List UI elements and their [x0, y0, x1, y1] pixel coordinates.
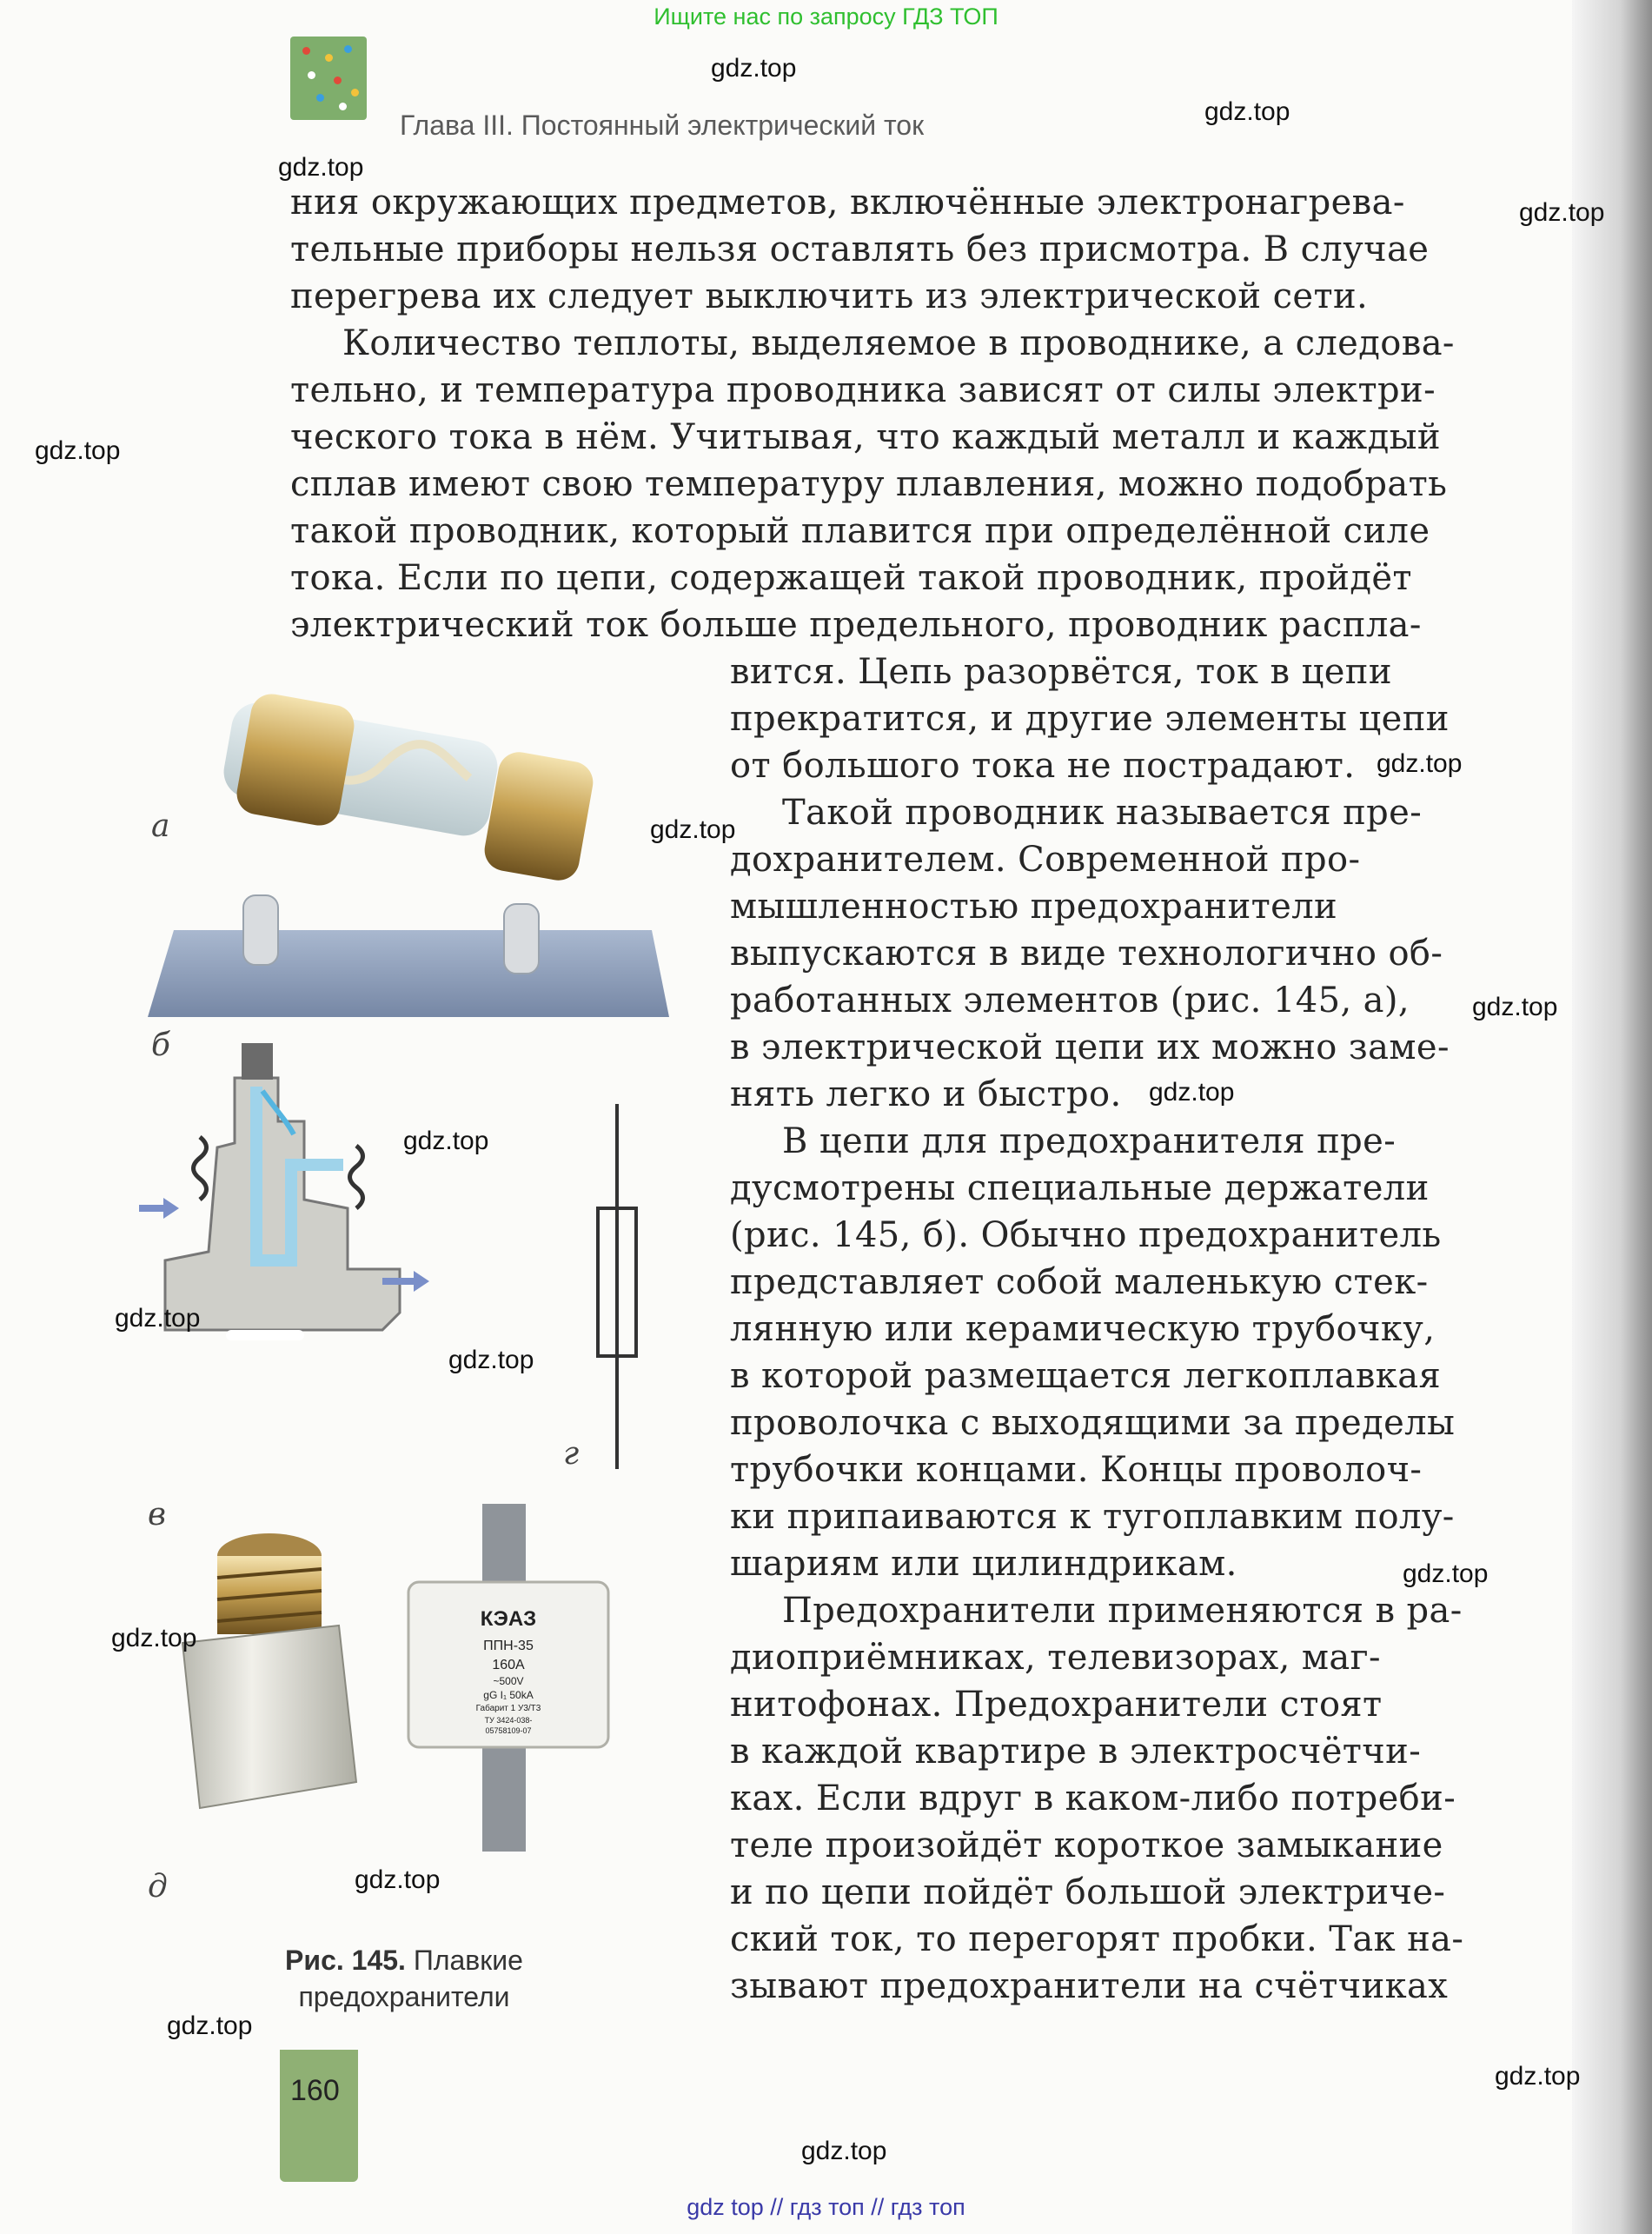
caption-text: Плавкие предохранители: [298, 1945, 523, 2012]
text-line: перегрева их следует выключить из электрической сети.: [290, 276, 1369, 316]
text-line: тельные приборы нельзя оставлять без присмотра. В случае: [290, 229, 1430, 269]
chapter-title: Глава III. Постоянный электрический ток: [400, 110, 925, 141]
text-line: Такой проводник называется пре-: [782, 793, 1423, 833]
figure-145: [139, 661, 695, 1930]
watermark[interactable]: gdz.top: [448, 1346, 534, 1374]
watermark[interactable]: gdz.top: [1472, 993, 1558, 1021]
figure-label-a: а: [151, 808, 170, 844]
watermark[interactable]: gdz.top: [1495, 2062, 1581, 2091]
fuse-schematic-symbol: [598, 1104, 636, 1469]
figure-label-b: б: [151, 1027, 170, 1063]
fuse-standard: ТУ 3424-038-: [484, 1716, 533, 1725]
watermark[interactable]: gdz.top: [1377, 749, 1463, 778]
text-line: ния окружающих предметов, включённые электронагрева-: [290, 183, 1405, 223]
text-line: теле произойдёт короткое замыкание: [730, 1825, 1443, 1865]
text-line: сплав имеют свою температуру плавления, можно подобрать: [290, 464, 1448, 504]
watermark[interactable]: gdz.top: [167, 2011, 253, 2040]
text-line: от большого тока не пострадают.: [730, 746, 1356, 786]
bottom-banner[interactable]: gdz top // гдз топ // гдз топ: [687, 2194, 965, 2220]
watermark[interactable]: gdz.top: [35, 436, 121, 465]
watermark[interactable]: gdz.top: [711, 54, 797, 83]
text-line: Количество теплоты, выделяемое в проводнике, а следова-: [342, 323, 1455, 363]
text-line: шариям или цилиндрикам.: [730, 1544, 1237, 1584]
fuse-voltage: ~500V: [493, 1675, 524, 1687]
fuse-current: 160A: [492, 1658, 525, 1672]
fuse-size: Габарит 1 У3/Т3: [475, 1704, 541, 1713]
page-number-tab: [280, 2050, 358, 2182]
page-edge-shadow: [1572, 0, 1652, 2234]
fuse-code: 05758109-07: [485, 1726, 532, 1735]
text-line: ках. Если вдруг в каком-либо потреби-: [730, 1779, 1456, 1818]
watermark[interactable]: gdz.top: [403, 1127, 489, 1155]
text-line: нитофонах. Предохранители стоят: [730, 1685, 1383, 1725]
text-line: проволочка с выходящими за пределы: [730, 1403, 1456, 1443]
fuse-model: ППН-35: [483, 1639, 534, 1653]
text-line: ческого тока в нём. Учитывая, что каждый металл и каждый: [290, 417, 1441, 457]
watermark[interactable]: gdz.top: [650, 815, 736, 844]
text-line: электрический ток больше предельного, проводник распла-: [290, 605, 1422, 645]
figure-caption: [261, 1942, 547, 2015]
text-line: вится. Цепь разорвётся, ток в цепи: [730, 652, 1392, 692]
watermark[interactable]: gdz.top: [1519, 198, 1605, 227]
text-line: выпускаются в виде технологично об-: [730, 934, 1443, 974]
top-banner[interactable]: Ищите нас по запросу ГДЗ ТОП: [654, 3, 998, 30]
watermark[interactable]: gdz.top: [115, 1304, 201, 1333]
figure-label-v: в: [148, 1497, 166, 1533]
text-line: В цепи для предохранителя пре-: [782, 1121, 1397, 1161]
watermark[interactable]: gdz.top: [801, 2137, 887, 2165]
figure-label-g: г: [563, 1436, 580, 1472]
text-line: зывают предохранители на счётчиках: [730, 1966, 1449, 2006]
blade-fuse: [408, 1504, 608, 1852]
screw-in-fuse: [182, 1533, 356, 1808]
text-line: в каждой квартире в электросчётчи-: [730, 1732, 1422, 1772]
watermark[interactable]: gdz.top: [278, 153, 364, 182]
watermark[interactable]: gdz.top: [1204, 97, 1290, 126]
text-line: лянную или керамическую трубочку,: [730, 1309, 1436, 1349]
text-line: прекратится, и другие элементы цепи: [730, 699, 1450, 739]
text-line: Предохранители применяются в ра-: [782, 1591, 1463, 1631]
text-line: работанных элементов (рис. 145, а),: [730, 981, 1410, 1021]
text-line: мышленностью предохранители: [730, 887, 1338, 927]
text-line: тока. Если по цепи, содержащей такой проводник, пройдёт: [290, 558, 1412, 598]
body-text-column: [730, 648, 1472, 2010]
fuse-illustrations: [139, 661, 695, 1930]
fuse-brand: КЭАЗ: [480, 1607, 537, 1631]
text-line: такой проводник, который плавится при определённой силе: [290, 511, 1430, 551]
chapter-icon: [290, 37, 367, 120]
text-line: ки припаиваются к тугоплавким полу-: [730, 1497, 1455, 1537]
fuse-holder: [148, 895, 669, 1017]
body-text-top: [290, 179, 1472, 648]
text-line: и по цепи пойдёт большой электриче-: [730, 1872, 1446, 1912]
watermark[interactable]: gdz.top: [355, 1865, 441, 1894]
watermark[interactable]: gdz.top: [1403, 1559, 1489, 1588]
text-line: дусмотрены специальные держатели: [730, 1168, 1430, 1208]
figure-label-d: д: [148, 1869, 168, 1905]
cartridge-fuse: [220, 691, 596, 884]
text-line: представляет собой маленькую стек-: [730, 1262, 1429, 1302]
text-line: в электрической цепи их можно заме-: [730, 1027, 1450, 1067]
text-line: диоприёмниках, телевизорах, маг-: [730, 1638, 1381, 1678]
watermark[interactable]: gdz.top: [1149, 1078, 1235, 1107]
watermark[interactable]: gdz.top: [111, 1624, 197, 1652]
text-line: дохранителем. Современной про-: [730, 840, 1361, 880]
caption-number: Рис. 145.: [285, 1945, 406, 1976]
page-number: 160: [290, 2074, 340, 2107]
text-line: в которой размещается легкоплавкая: [730, 1356, 1442, 1396]
text-line: ский ток, то перегорят пробки. Так на-: [730, 1919, 1464, 1959]
text-line: нять легко и быстро.: [730, 1074, 1122, 1114]
plug-fuse-cutaway: [139, 1043, 429, 1340]
text-line: трубочки концами. Концы проволоч-: [730, 1450, 1423, 1490]
fuse-class: gG I₁ 50kA: [483, 1689, 534, 1701]
text-line: (рис. 145, б). Обычно предохранитель: [730, 1215, 1442, 1255]
text-line: тельно, и температура проводника зависят от силы электри-: [290, 370, 1436, 410]
